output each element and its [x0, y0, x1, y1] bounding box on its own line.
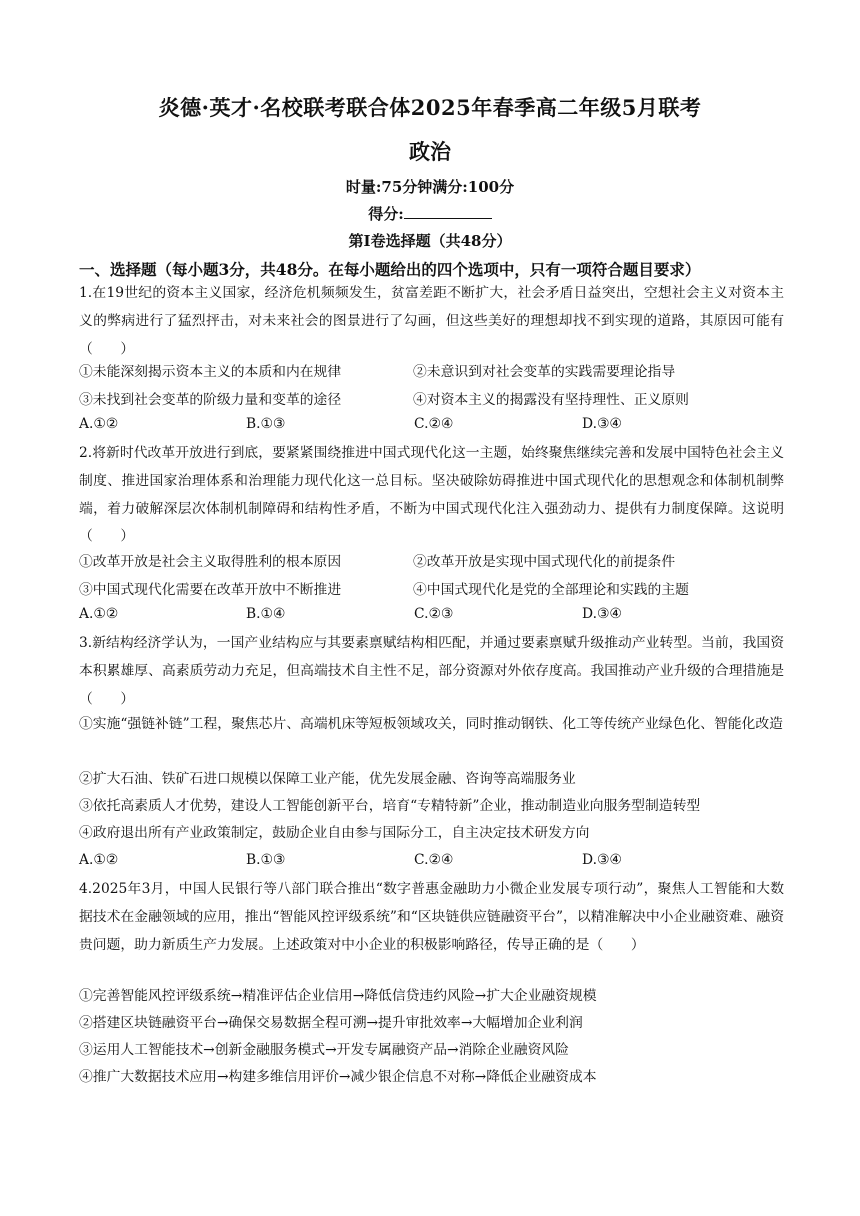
- score-field: [0, 203, 860, 224]
- q1-option-3: ③未找到社会变革的阶级力量和变革的途径: [79, 392, 342, 408]
- part-title: 第Ⅰ卷选择题（共48分）: [348, 232, 512, 250]
- subject-title: 政治: [409, 139, 451, 164]
- q2-answer-a: A.①②: [79, 606, 119, 622]
- q3-option-2: ②扩大石油、铁矿石进口规模以保障工业产能，优先发展金融、咨询等高端服务业: [79, 771, 576, 787]
- q2-option-2: ②改革开放是实现中国式现代化的前提条件: [413, 554, 676, 570]
- q2-answer-b: B.①④: [246, 606, 286, 622]
- q2-option-3: ③中国式现代化需要在改革开放中不断推进: [79, 582, 342, 598]
- q3-answer-b: B.①③: [246, 852, 286, 868]
- question-4-stem: 4.2025年3月，中国人民银行等八部门联合推出“数字普惠金融助力小微企业发展专项行动”，聚焦人工智能和大数据技术在金融领域的应用，推出“智能风控评级系统”和“区块链供应链融资平台”，以精准解决中小企业融资难、融资贵问题，助力新质生产力发展。上述政策对中小企业的积极影响路径，传导正确的是（ ）: [79, 881, 784, 953]
- question-2-stem: 2.将新时代改革开放进行到底，要紧紧围绕推进中国式现代化这一主题，始终聚焦继续完善和发展中国特色社会主义制度、推进国家治理体系和治理能力现代化这一总目标。坚决破除妨碍推进中国式现代化的思想观念和体制机制弊端，着力破解深层次体制机制障碍和结构性矛盾，不断为中国式现代化注入强劲动力、提供有力制度保障。这说明（ ）: [79, 445, 784, 545]
- q3-option-1: ①实施“强链补链”工程，聚焦芯片、高端机床等短板领域攻关，同时推动钢铁、化工等传统产业绿色化、智能化改造: [79, 716, 783, 732]
- question-3-stem: 3.新结构经济学认为，一国产业结构应与其要素禀赋结构相匹配，并通过要素禀赋升级推动产业转型。当前，我国资本积累雄厚、高素质劳动力充足，但高端技术自主性不足，部分资源对外依存度高。我国推动产业升级的合理措施是（ ）: [79, 635, 784, 707]
- q3-answer-c: C.②④: [414, 852, 454, 868]
- q1-answer-c: C.②④: [414, 416, 454, 432]
- q2-option-1: ①改革开放是社会主义取得胜利的根本原因: [79, 554, 342, 570]
- q1-answer-d: D.③④: [582, 416, 622, 432]
- q3-option-4: ④政府退出所有产业政策制定，鼓励企业自由参与国际分工，自主决定技术研发方向: [79, 825, 590, 841]
- time-info: 时量:75分钟满分:100分: [345, 178, 515, 196]
- q4-option-4: ④推广大数据技术应用→构建多维信用评价→减少银企信息不对称→降低企业融资成本: [79, 1069, 597, 1085]
- q1-answer-a: A.①②: [79, 416, 119, 432]
- q2-answer-d: D.③④: [582, 606, 622, 622]
- q2-option-4: ④中国式现代化是党的全部理论和实践的主题: [413, 582, 689, 598]
- q1-answer-b: B.①③: [246, 416, 286, 432]
- q4-option-1: ①完善智能风控评级系统→精准评估企业信用→降低信贷违约风险→扩大企业融资规模: [79, 988, 597, 1004]
- q1-option-2: ②未意识到对社会变革的实践需要理论指导: [413, 364, 676, 380]
- q2-answer-c: C.②③: [414, 606, 454, 622]
- q4-option-3: ③运用人工智能技术→创新金融服务模式→开发专属融资产品→消除企业融资风险: [79, 1042, 569, 1058]
- q4-option-2: ②搭建区块链融资平台→确保交易数据全程可溯→提升审批效率→大幅增加企业利润: [79, 1015, 583, 1031]
- q1-option-1: ①未能深刻揭示资本主义的本质和内在规律: [79, 364, 342, 380]
- q3-option-3: ③依托高素质人才优势，建设人工智能创新平台，培育“专精特新”企业，推动制造业向服务型制造转型: [79, 798, 701, 814]
- q3-answer-a: A.①②: [79, 852, 119, 868]
- question-1-stem: 1.在19世纪的资本主义国家，经济危机频频发生，贫富差距不断扩大，社会矛盾日益突出，空想社会主义对资本主义的弊病进行了猛烈抨击，对未来社会的图景进行了勾画，但这些美好的理想却找不到实现的道路，其原因可能有（ ）: [79, 285, 784, 357]
- score-label: 得分:: [368, 205, 404, 223]
- q1-option-4: ④对资本主义的揭露没有坚持理性、正义原则: [413, 392, 689, 408]
- exam-title: 炎德·英才·名校联考联合体2025年春季高二年级5月联考: [158, 95, 702, 120]
- section-title: 一、选择题（每小题3分，共48分。在每小题给出的四个选项中，只有一项符合题目要求）: [79, 260, 701, 279]
- q3-answer-d: D.③④: [582, 852, 622, 868]
- score-blank: [404, 204, 492, 219]
